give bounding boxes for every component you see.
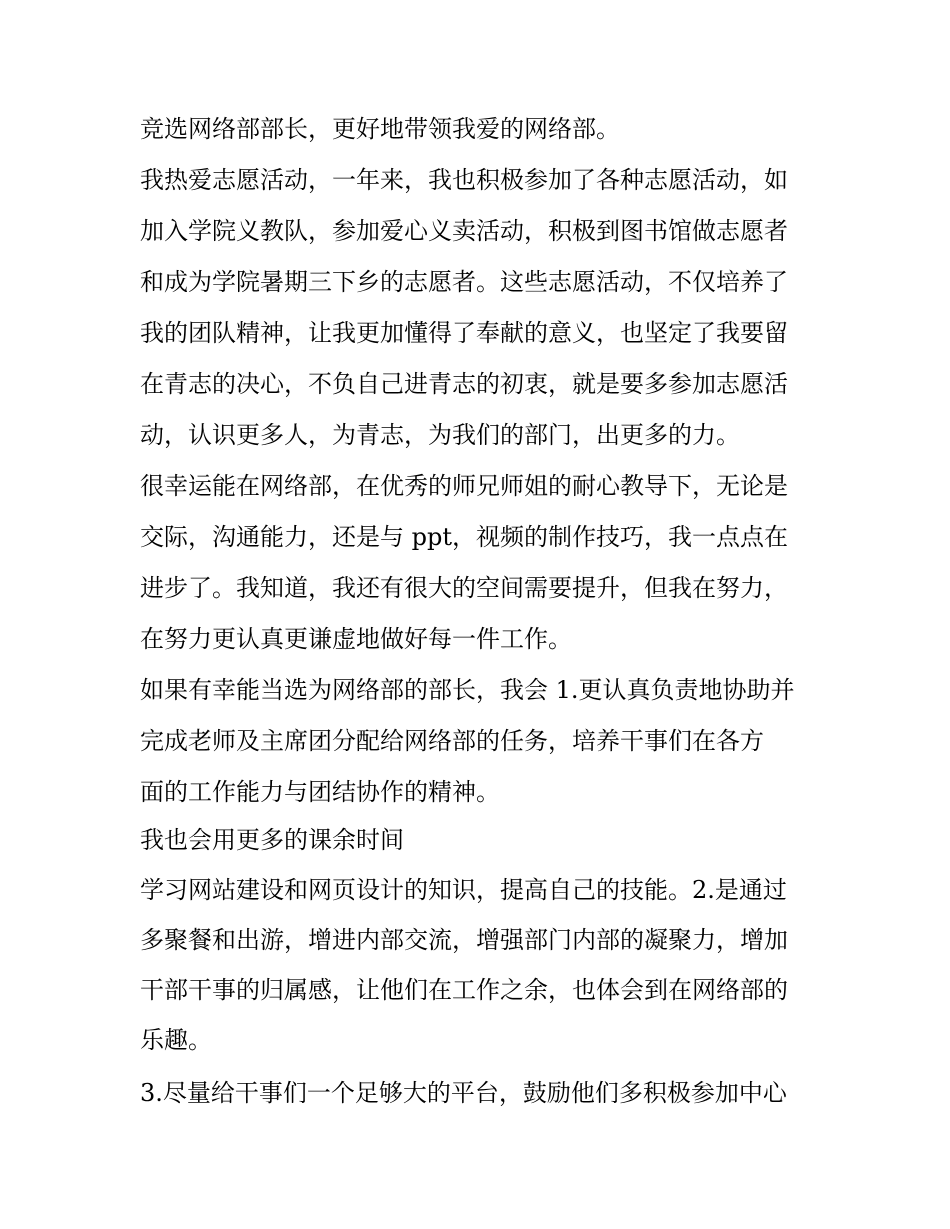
text-line-18: 干部干事的归属感，让他们在工作之余，也体会到在网络部的 (140, 976, 788, 1004)
text-line-20: 3.尽量给干事们一个足够大的平台，鼓励他们多积极参加中心 (140, 1079, 787, 1107)
text-line-8: 很幸运能在网络部，在优秀的师兄师姐的耐心教导下，无论是 (140, 472, 788, 500)
text-line-10: 进步了。我知道，我还有很大的空间需要提升，但我在努力， (140, 574, 788, 602)
text-line-12: 如果有幸能当选为网络部的部长，我会 1.更认真负责地协助并 (140, 676, 795, 704)
text-line-15: 我也会用更多的课余时间 (140, 826, 404, 854)
text-line-14: 面的工作能力与团结协作的精神。 (140, 778, 500, 806)
text-line-1: 竞选网络部部长，更好地带领我爱的网络部。 (140, 115, 620, 143)
text-line-9: 交际，沟通能力，还是与 ppt，视频的制作技巧，我一点点在 (140, 523, 788, 551)
text-line-17: 多聚餐和出游，增进内部交流，增强部门内部的凝聚力，增加 (140, 926, 788, 954)
text-line-3: 加入学院义教队，参加爱心义卖活动，积极到图书馆做志愿者 (140, 217, 788, 245)
text-line-13: 完成老师及主席团分配给网络部的任务，培养干事们在各方 (140, 727, 764, 755)
text-line-2: 我热爱志愿活动，一年来，我也积极参加了各种志愿活动，如 (140, 166, 788, 194)
text-line-19: 乐趣。 (140, 1026, 212, 1054)
text-line-5: 我的团队精神，让我更加懂得了奉献的意义，也坚定了我要留 (140, 319, 788, 347)
text-line-11: 在努力更认真更谦虚地做好每一件工作。 (140, 625, 572, 653)
text-line-16: 学习网站建设和网页设计的知识，提高自己的技能。2.是通过 (140, 876, 787, 904)
text-line-4: 和成为学院暑期三下乡的志愿者。这些志愿活动，不仅培养了 (140, 268, 788, 296)
text-line-6: 在青志的决心，不负自己进青志的初衷，就是要多参加志愿活 (140, 370, 788, 398)
text-line-7: 动，认识更多人，为青志，为我们的部门，出更多的力。 (140, 421, 740, 449)
